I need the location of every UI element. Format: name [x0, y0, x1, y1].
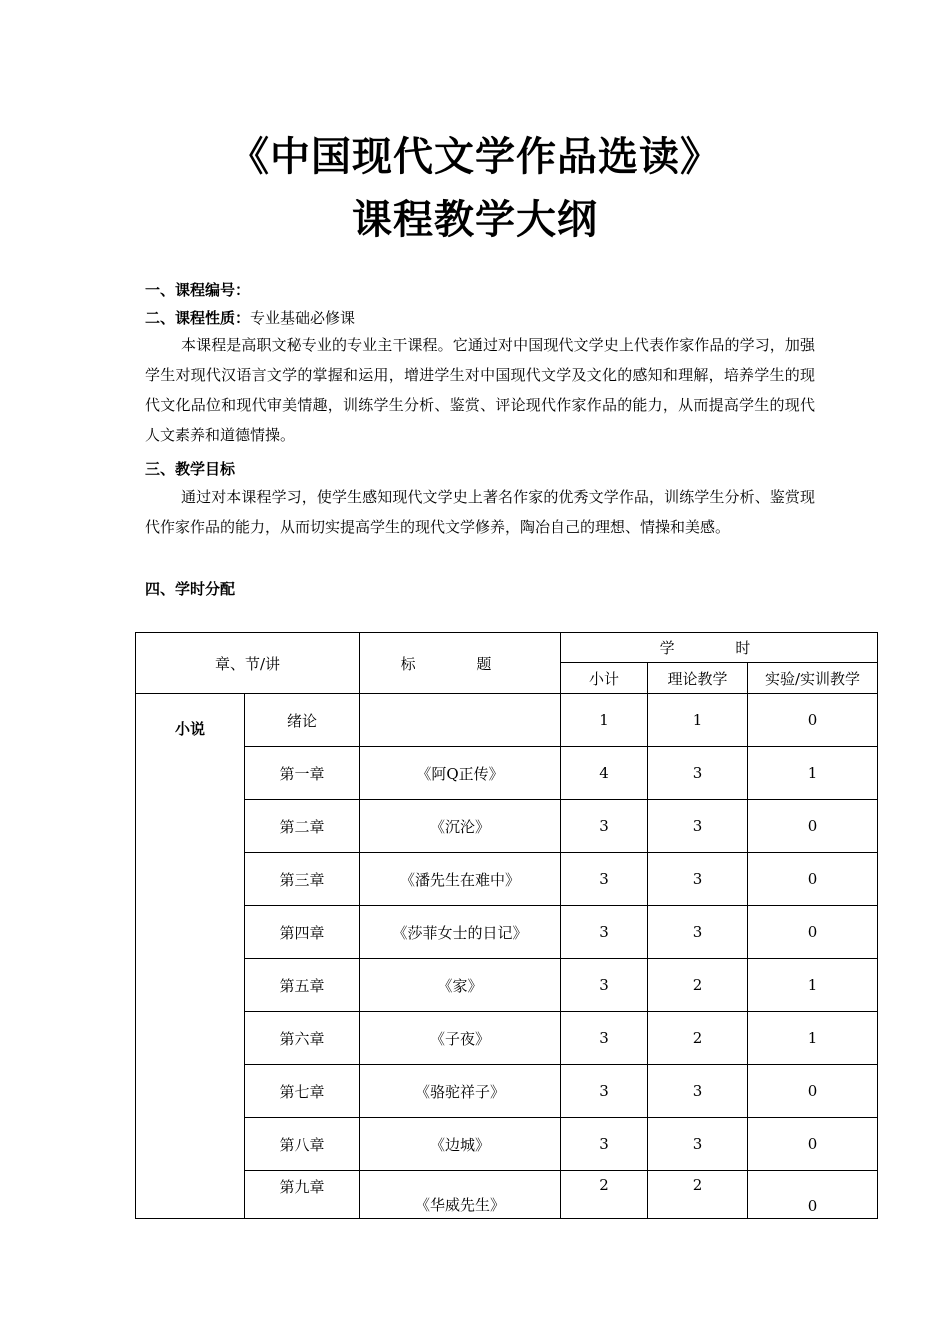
subtotal-cell: 1 [561, 694, 648, 747]
header-chapter: 章、节/讲 [136, 633, 360, 694]
subtotal-cell: 3 [561, 1065, 648, 1118]
practice-cell: 0 [748, 1065, 878, 1118]
subtotal-cell: 3 [561, 800, 648, 853]
section-heading: 一、课程编号： [145, 281, 251, 299]
table-row [136, 1118, 878, 1171]
table-row [136, 747, 878, 800]
subtotal-cell: 3 [561, 906, 648, 959]
chapter-cell: 第三章 [245, 853, 360, 906]
table-row [136, 1065, 878, 1118]
practice-cell: 1 [748, 747, 878, 800]
table-row [136, 1171, 878, 1219]
title-cell: 《阿Q正传》 [360, 747, 561, 800]
theory-cell: 3 [648, 853, 748, 906]
section-course-nature [145, 307, 355, 328]
chapter-cell: 第四章 [245, 906, 360, 959]
subtotal-cell: 3 [561, 959, 648, 1012]
header-hours: 学 时 [561, 633, 878, 663]
chapter-cell: 第六章 [245, 1012, 360, 1065]
table-row [136, 800, 878, 853]
title-cell: 《沉沦》 [360, 800, 561, 853]
practice-cell: 0 [748, 853, 878, 906]
title-cell [360, 694, 561, 747]
course-description: 本课程是高职文秘专业的专业主干课程。它通过对中国现代文学史上代表作家作品的学习，加强学生对现代汉语言文学的掌握和运用，增进学生对中国现代文学及文化的感知和理解，培养学生的现代文化品位和现代审美情趣，训练学生分析、鉴赏、评论现代作家作品的能力，从而提高学生的现代人文素养和道德情操。 [145, 336, 815, 444]
practice-cell: 1 [748, 959, 878, 1012]
subtotal-cell: 3 [561, 1012, 648, 1065]
practice-cell: 0 [748, 800, 878, 853]
theory-cell: 3 [648, 800, 748, 853]
header-title: 标 题 [360, 633, 561, 694]
category-cell: 小说 [136, 694, 245, 1219]
header-subtotal: 小计 [561, 663, 648, 694]
section-teaching-goal [145, 458, 235, 479]
theory-cell: 2 [648, 959, 748, 1012]
header-theory: 理论教学 [648, 663, 748, 694]
practice-cell: 0 [748, 1118, 878, 1171]
teaching-goal-text: 通过对本课程学习，使学生感知现代文学史上著名作家的优秀文学作品，训练学生分析、鉴赏现代作家作品的能力，从而切实提高学生的现代文学修养，陶冶自己的理想、情操和美感。 [145, 488, 815, 536]
table-row [136, 853, 878, 906]
title-cell: 《华威先生》 [360, 1171, 561, 1219]
theory-cell: 1 [648, 694, 748, 747]
theory-cell: 3 [648, 906, 748, 959]
table-row [136, 906, 878, 959]
title-cell: 《子夜》 [360, 1012, 561, 1065]
chapter-cell: 第七章 [245, 1065, 360, 1118]
title-cell: 《潘先生在难中》 [360, 853, 561, 906]
chapter-cell: 第一章 [245, 747, 360, 800]
hours-table [135, 632, 878, 1219]
practice-cell: 1 [748, 1012, 878, 1065]
chapter-cell: 第五章 [245, 959, 360, 1012]
subtotal-cell: 4 [561, 747, 648, 800]
theory-cell: 3 [648, 747, 748, 800]
section-value: 专业基础必修课 [250, 309, 356, 327]
chapter-cell: 绪论 [245, 694, 360, 747]
table-row [136, 694, 878, 747]
practice-cell: 0 [748, 1171, 878, 1219]
section-heading: 三、教学目标 [145, 460, 236, 478]
practice-cell: 0 [748, 906, 878, 959]
subtotal-cell: 3 [561, 853, 648, 906]
subtotal-cell: 3 [561, 1118, 648, 1171]
title-cell: 《莎菲女士的日记》 [360, 906, 561, 959]
section-heading: 四、学时分配 [145, 580, 236, 598]
title-cell: 《家》 [360, 959, 561, 1012]
document-title: 《中国现代文学作品选读》 [229, 134, 721, 180]
table-header-row [136, 633, 878, 663]
section-hours-allocation [145, 578, 235, 599]
chapter-cell: 第二章 [245, 800, 360, 853]
theory-cell: 2 [648, 1171, 748, 1219]
document-subtitle: 课程教学大纲 [352, 197, 598, 243]
practice-cell: 0 [748, 694, 878, 747]
theory-cell: 3 [648, 1118, 748, 1171]
theory-cell: 3 [648, 1065, 748, 1118]
chapter-cell: 第九章 [245, 1171, 360, 1219]
table-row [136, 959, 878, 1012]
theory-cell: 2 [648, 1012, 748, 1065]
subtotal-cell: 2 [561, 1171, 648, 1219]
section-course-code [145, 279, 250, 300]
table-row [136, 1012, 878, 1065]
title-cell: 《边城》 [360, 1118, 561, 1171]
section-heading: 二、课程性质： [145, 309, 251, 327]
chapter-cell: 第八章 [245, 1118, 360, 1171]
title-cell: 《骆驼祥子》 [360, 1065, 561, 1118]
header-practice: 实验/实训教学 [748, 663, 878, 694]
